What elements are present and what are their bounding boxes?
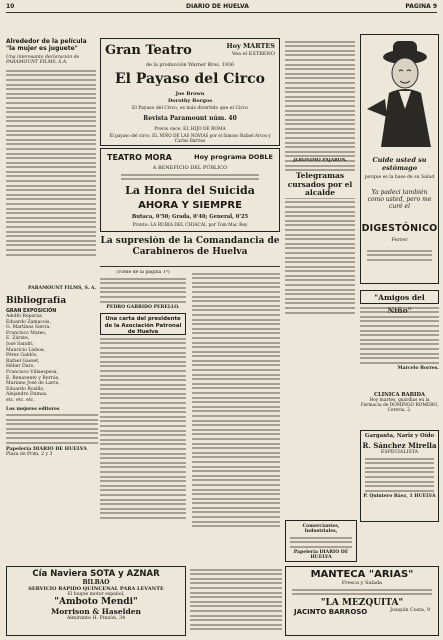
manteca-owner-row <box>286 608 438 616</box>
gran-teatro-prices2: El payaso del circo, EL NIÑO DE LAS NOVIAS por el famoso Rafael Arcos y Carlos Barrios <box>109 133 271 143</box>
manteca-body <box>292 589 432 596</box>
bibliografia-body <box>6 414 98 444</box>
gran-teatro-prices: Precio once, EL HIJO DE ROMA <box>154 127 226 132</box>
gran-teatro-estreno: Vea el ESTRENO <box>231 51 275 57</box>
bibliografia-entry: E. Zárate, <box>6 336 30 342</box>
bibliografia-footer-a: Los mejores editores <box>6 406 60 412</box>
bibliografia-entry: Rafael Gasset, <box>6 358 40 364</box>
teatro-mora-ad <box>100 148 280 232</box>
carta-title-box <box>100 313 186 335</box>
clinica-title: CLINICA RABIDA <box>373 392 425 398</box>
bibliografia-title: Bibliografía <box>6 296 67 306</box>
bibliografia-entry: etc. etc. etc. <box>6 397 35 403</box>
bibliografia-entry: Francisco Villaespesa, <box>6 369 58 375</box>
naviera-ad <box>6 566 186 636</box>
amigos-body <box>360 307 439 364</box>
gran-teatro-tagline: El Payaso del Circo, es más divertido que el Circo <box>132 106 248 111</box>
amigos-title: "Amigos del <box>360 290 439 304</box>
supresion-sub: (Viene de la página 1ª) <box>116 270 170 275</box>
teatro-mora-prices: Butaca, 0'50; Grada, 0'40; General, 0'25 <box>131 214 249 220</box>
paramount-article <box>6 38 96 293</box>
newspaper-name: DIARIO DE HUELVA <box>186 3 249 10</box>
amigos-section <box>360 290 439 390</box>
telegramas-prev-author: JERONIMO PAJARON. <box>293 158 347 163</box>
digestonico-maker: Ferrer <box>391 237 408 243</box>
teatro-mora-footer: Pronto: LA RUBIA DEL CHIACAI, por Tom Mac Rey <box>132 223 248 228</box>
gran-teatro-footer: Revista Paramount núm. 40 <box>143 115 237 122</box>
manteca-sub: Fresca y Salada <box>341 580 383 586</box>
manteca-brand: "LA MEZQUITA" <box>320 597 404 608</box>
naviera-city: BILBAO <box>82 579 110 586</box>
teatro-mora-body <box>121 171 259 183</box>
teatro-mora-name: TEATRO MORA <box>107 153 172 162</box>
digestonico-product: DIGESTÓNICO <box>361 223 438 234</box>
teatro-mora-benefit: A BENEFICIO DEL PÚBLICO <box>152 165 228 171</box>
bibliografia-list <box>6 314 98 404</box>
digestonico-body <box>367 247 432 263</box>
digestonico-cuide: Cuide usted su estómago <box>372 156 427 172</box>
bibliografia-footer-b: Papelería DIARIO DE HUELVA <box>6 446 87 453</box>
man-illustration-icon <box>361 37 438 157</box>
garganta-doctor: R. Sánchez Mirella <box>362 441 437 450</box>
supresion-body-2 <box>192 273 280 528</box>
divider <box>100 266 280 267</box>
telegramas-title-wrap <box>285 172 355 198</box>
bibliografia-entry: Francisco Mateo, <box>6 330 47 336</box>
bibliografia-entry: Mariano José de Larra, <box>6 381 60 387</box>
digestonico-ya: Ya padeci también como usted, pero me curé el <box>367 189 432 210</box>
clinica-section <box>360 392 439 426</box>
carta-title: Una carta del presidente de la Asociación Patronal de Huelva <box>104 316 182 336</box>
gran-teatro-date: Hoy MARTES <box>226 42 275 50</box>
bibliografia-entry: Pérez Galdós, <box>6 353 38 359</box>
amigos-signature: Marcelo Borres. <box>397 366 439 372</box>
naviera-footer: Morrison & Haselden <box>51 607 141 616</box>
bibliografia-entry: Héber Daro, <box>6 364 35 370</box>
gran-teatro-actor1: Joe Brown <box>175 91 205 97</box>
papeleria-title: Comerciantes, Industriales, <box>302 524 340 534</box>
paramount-signature: PARAMOUNT FILMS, S. A. <box>28 286 96 291</box>
manteca-owner: JACINTO BARROSO <box>294 607 368 616</box>
bibliografia-entry: Alejandro Dumas, <box>6 392 48 398</box>
supresion-author: PEDRO GARRIDO PERELLO. <box>106 305 180 311</box>
manteca-owner-addr: Joaquín Costa, 9 <box>390 607 430 613</box>
teatro-mora-film: La Honra del Suicida <box>125 184 255 197</box>
naviera-address: Almirante H. Pinzón, 34 <box>66 616 126 621</box>
supresion-column-1 <box>100 270 186 562</box>
gran-teatro-name: Gran Teatro <box>105 43 192 58</box>
papeleria-line2: Papelería DIARIO DE HUELVA <box>293 550 349 561</box>
digestonico-porque: porque es la base de su Salud <box>364 175 435 180</box>
naviera-ship: "Amboto Mendi" <box>54 597 138 607</box>
supresion-title: La supresión de la Comandancia de Carabineros de Huelva <box>100 236 280 257</box>
paramount-subtitle: Una interesante declaración de PARAMOUNT FILMS, S.A. <box>6 55 80 66</box>
garganta-ad <box>360 430 439 522</box>
bibliografia-entry: Adolfo Reparaz, <box>6 314 44 319</box>
manteca-title: MANTECA "ARIAS" <box>310 569 414 580</box>
garganta-addr: P. Quintero Báez, 1 HUELVA <box>363 494 436 500</box>
gran-teatro-actor2: Dorothy Borgos <box>167 98 213 104</box>
garganta-spec: ESPECIALISTA <box>380 450 419 455</box>
clinica-line: Hoy martes, guardias en la Farmacia de DOMINGO ROMERO, Cereria, 2. <box>360 398 439 414</box>
naviera-service: SERVICIO RÁPIDO QUINCENAL PARA LEVANTE <box>28 586 164 592</box>
page-header <box>6 3 437 13</box>
garganta-body <box>365 458 434 492</box>
bibliografia-entry: E. Benavente y Borrás, <box>6 375 60 381</box>
page-number: 10 <box>6 3 15 10</box>
bottom-middle-body <box>190 569 282 631</box>
garganta-title: Garganta, Nariz y Oído <box>364 433 435 439</box>
manteca-ad <box>285 566 439 636</box>
bibliografia-entry: José Sandri, <box>6 341 35 347</box>
page-label: PAGINA 9 <box>405 3 437 10</box>
bibliografia-section <box>6 296 98 561</box>
naviera-ship-label: El buque motor español, <box>67 592 125 597</box>
carta-body <box>100 338 186 519</box>
bibliografia-entry: Eduardo Rosillo, <box>6 386 45 392</box>
teatro-mora-subtitle: AHORA Y SIEMPRE <box>138 200 242 211</box>
bibliografia-entry: G. Martínez Sierra, <box>6 325 51 331</box>
papeleria-ad <box>285 520 357 562</box>
paramount-body <box>6 70 96 256</box>
gran-teatro-ad <box>100 38 280 146</box>
bibliografia-entry: Mauricio Lisboa, <box>6 347 46 353</box>
digestonico-ad <box>360 34 439 284</box>
supresion-body-1 <box>100 278 186 303</box>
paramount-title: Alrededor de la película "la mujer es juguete" <box>6 38 87 52</box>
naviera-title: Cía Naviera SOTA y AZNAR <box>32 569 160 579</box>
telegramas-column <box>285 38 355 562</box>
bottom-middle-column <box>190 566 282 636</box>
gran-teatro-film: El Payaso del Circo <box>115 71 265 87</box>
bibliografia-footer-c: Plaza de Prim, 2 y 3 <box>6 452 53 458</box>
papeleria-body <box>290 537 352 548</box>
bibliografia-entry: Eduardo Zamacois, <box>6 319 52 325</box>
bibliografia-section-label: GRAN EXPOSICIÓN <box>6 309 57 314</box>
teatro-mora-promo: Hoy programa DOBLE <box>194 153 273 161</box>
telegramas-title: Telegramas cursados por el alcalde <box>287 172 353 197</box>
gran-teatro-line1: de la producción Warner Bros. 1936 <box>145 63 234 68</box>
supresion-column-2 <box>192 270 280 562</box>
supresion-headline <box>100 236 280 266</box>
